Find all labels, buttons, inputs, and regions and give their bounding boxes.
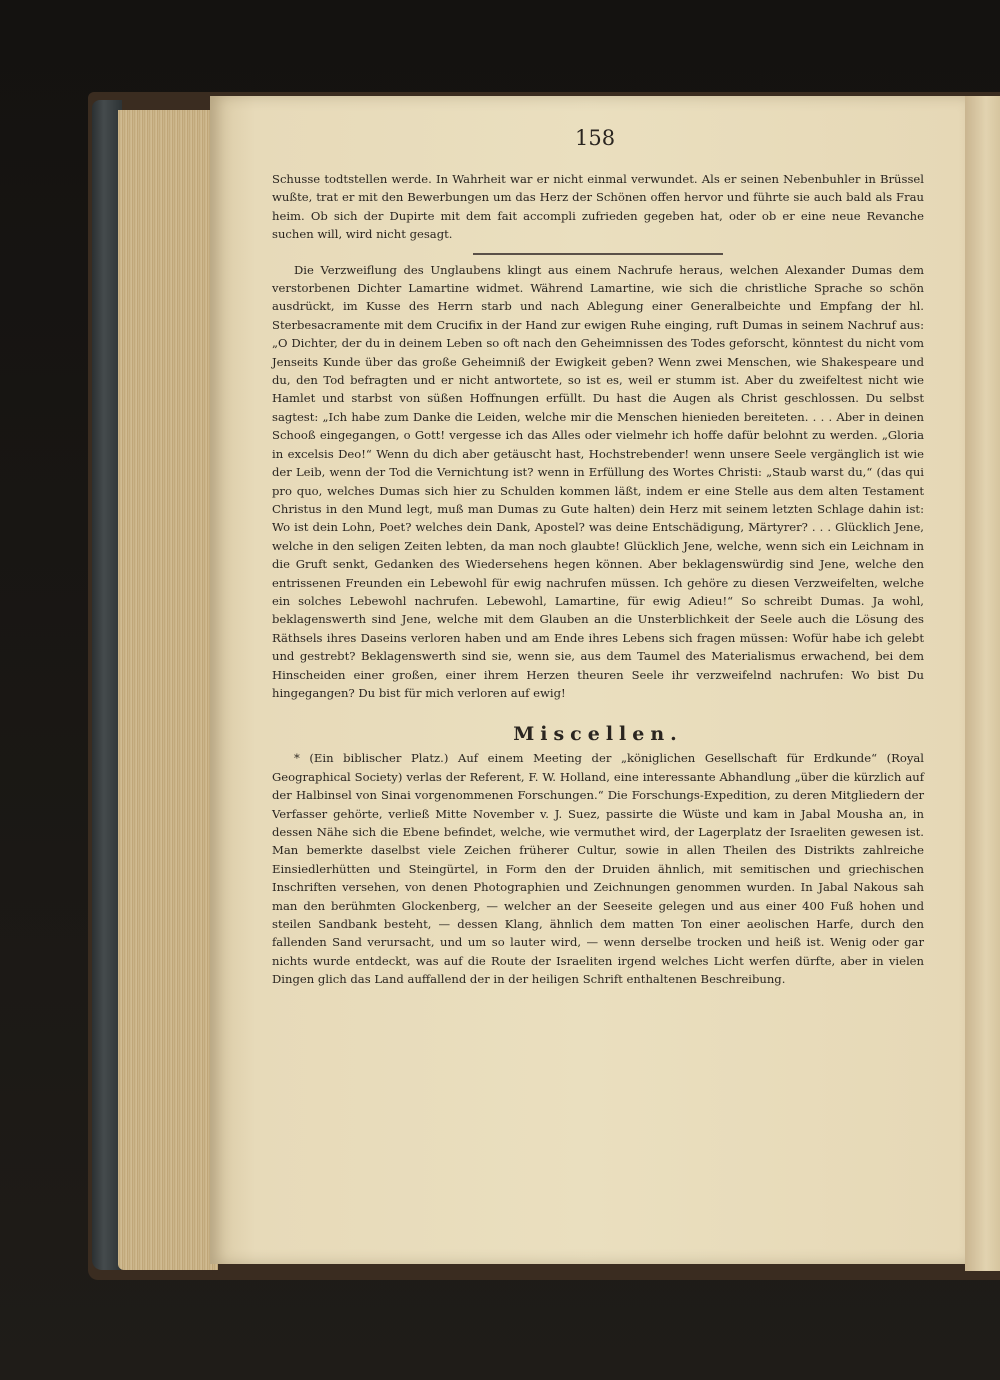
paragraph-continuation: Schusse todtstellen werde. In Wahrheit war er nicht einmal verwundet. Als er seinen Nebenbuhler in Brüssel wußte, trat er mit den Bewerbungen um das Herz der Schönen offen hervor und führte sie auch bald als Frau heim. Ob sich der Dupirte mit dem fait accompli zufrieden gegeben hat, oder ob er eine neue Revanche suchen will, wird nicht gesagt.	[272, 172, 924, 242]
page-edges	[118, 110, 218, 1270]
paragraph-biblical-place: * (Ein biblischer Platz.) Auf einem Meeting der „königlichen Gesellschaft für Erdkunde“ (Royal Geographical Society) verlas der Referent, F. W. Holland, eine interessante Abhandlung „über die kürzlich auf der Halbinsel von Sinai vorgenommenen Forschungen.“ Die Forschungs-Expedition, zu deren Mitgliedern der Verfasser gehörte, verließ Mitte November v. J. Suez, passirte die Wüste und kam in Jabal Mousha an, in dessen Nähe sich die Ebene befindet, welche, wie vermuthet wird, der Lagerplatz der Israeliten gewesen ist. Man bemerkte daselbst viele Zeichen früherer Cultur, sowie in allen Theilen des Distrikts zahlreiche Einsiedlerhütten und Steingürtel, in Form den der Druiden ähnlich, mit semitischen und griechischen Inschriften versehen, von denen Photographien und Zeichnungen genommen wurden. In Jabal Nakous sah man den berühmten Glockenberg, — welcher an der Seeseite gelegen und aus einer 400 Fuß hohen und steilen Sandbank besteht, — dessen Klang, ähnlich dem matten Ton einer aeolischen Harfe, durch den fallenden Sand verursacht, und um so lauter wird, — wenn derselbe trocken und heiß ist. Wenig oder gar nichts wurde entdeckt, was auf die Route der Israeliten irgend welches Licht werfen dürfte, aber in vielen Dingen glich das Land auffallend der in der heiligen Schrift enthaltenen Beschreibung.	[272, 751, 924, 987]
section-divider	[473, 253, 723, 255]
paragraph-dumas: Die Verzweiflung des Unglaubens klingt aus einem Nachrufe heraus, welchen Alexander Dumas dem verstorbenen Dichter Lamartine widmet. Während Lamartine, wie sich die christliche Sprache so schön ausdrückt, im Kusse des Herrn starb und nach Ablegung einer Generalbeichte und Empfang der hl. Sterbesacramente mit dem Crucifix in der Hand zur ewigen Ruhe einging, ruft Dumas in seinem Nachruf aus: „O Dichter, der du in deinem Leben so oft nach den Geheimnissen des Todes geforscht, könntest du nicht vom Jenseits Kunde über das große Geheimniß der Ewigkeit geben? Wenn zwei Menschen, wie Shakespeare und du, den Tod befragten und er nicht antwortete, so ist es, weil er stumm ist. Aber du zweifeltest nicht wie Hamlet und starbst von süßen Hoffnungen erfüllt. Du hast die Augen als Christ geschlossen. Du selbst sagtest: „Ich habe zum Danke die Leiden, welche mir die Menschen hienieden bereiteten. . . . Aber in deinen Schooß eingegangen, o Gott! vergesse ich das Alles oder vielmehr ich hoffe dafür belohnt zu werden. „Gloria in excelsis Deo!“ Wenn du dich aber getäuscht hast, Hochstrebender! wenn unsere Seele vergänglich ist wie der Leib, wenn der Tod die Vernichtung ist? wenn in Erfüllung des Wortes Christi: „Staub warst du,“ (das qui pro quo, welches Dumas sich hier zu Schulden kommen läßt, indem er eine Stelle aus dem alten Testament Christus in den Mund legt, muß man Dumas zu Gute halten) dein Herz mit seinem letzten Schlage dahin ist: Wo ist dein Lohn, Poet? welches dein Dank, Apostel? was deine Entschädigung, Märtyrer? . . . Glücklich Jene, welche in den seligen Zeiten lebten, da man noch glaubte! Glücklich Jene, welche, wenn sich ein Leichnam in die Gruft senkt, Gedanken des Wiedersehens hegen können. Aber beklagenswürdig sind Jene, welche den entrissenen Freunden ein Lebewohl für ewig nachrufen müssen. Ich gehöre zu diesen Verzweifelten, welche ein solches Lebewohl nachrufen. Lebewohl, Lamartine, für ewig Adieu!“ So schreibt Dumas. Ja wohl, beklagenswerth sind Jene, welche mit dem Glauben an die Unsterblichkeit der Seele auch die Lösung des Räthsels ihres Daseins verloren haben und am Ende ihres Lebens sich fragen müssen: Wofür habe ich gelebt und gestrebt? Beklagenswerth sind sie, wenn sie, aus dem Taumel des Materialismus erwachend, bei dem Hinscheiden einer großen, einer ihrem Herzen theuren Seele ihr verzweifelnd nachrufen: Wo bist Du hingegangen? Du bist für mich verloren auf ewig!	[272, 262, 924, 700]
page-number: 158	[575, 126, 616, 150]
page-text	[272, 170, 924, 989]
section-heading: Miscellen.	[513, 723, 683, 746]
facing-page-edge	[965, 96, 1000, 1271]
